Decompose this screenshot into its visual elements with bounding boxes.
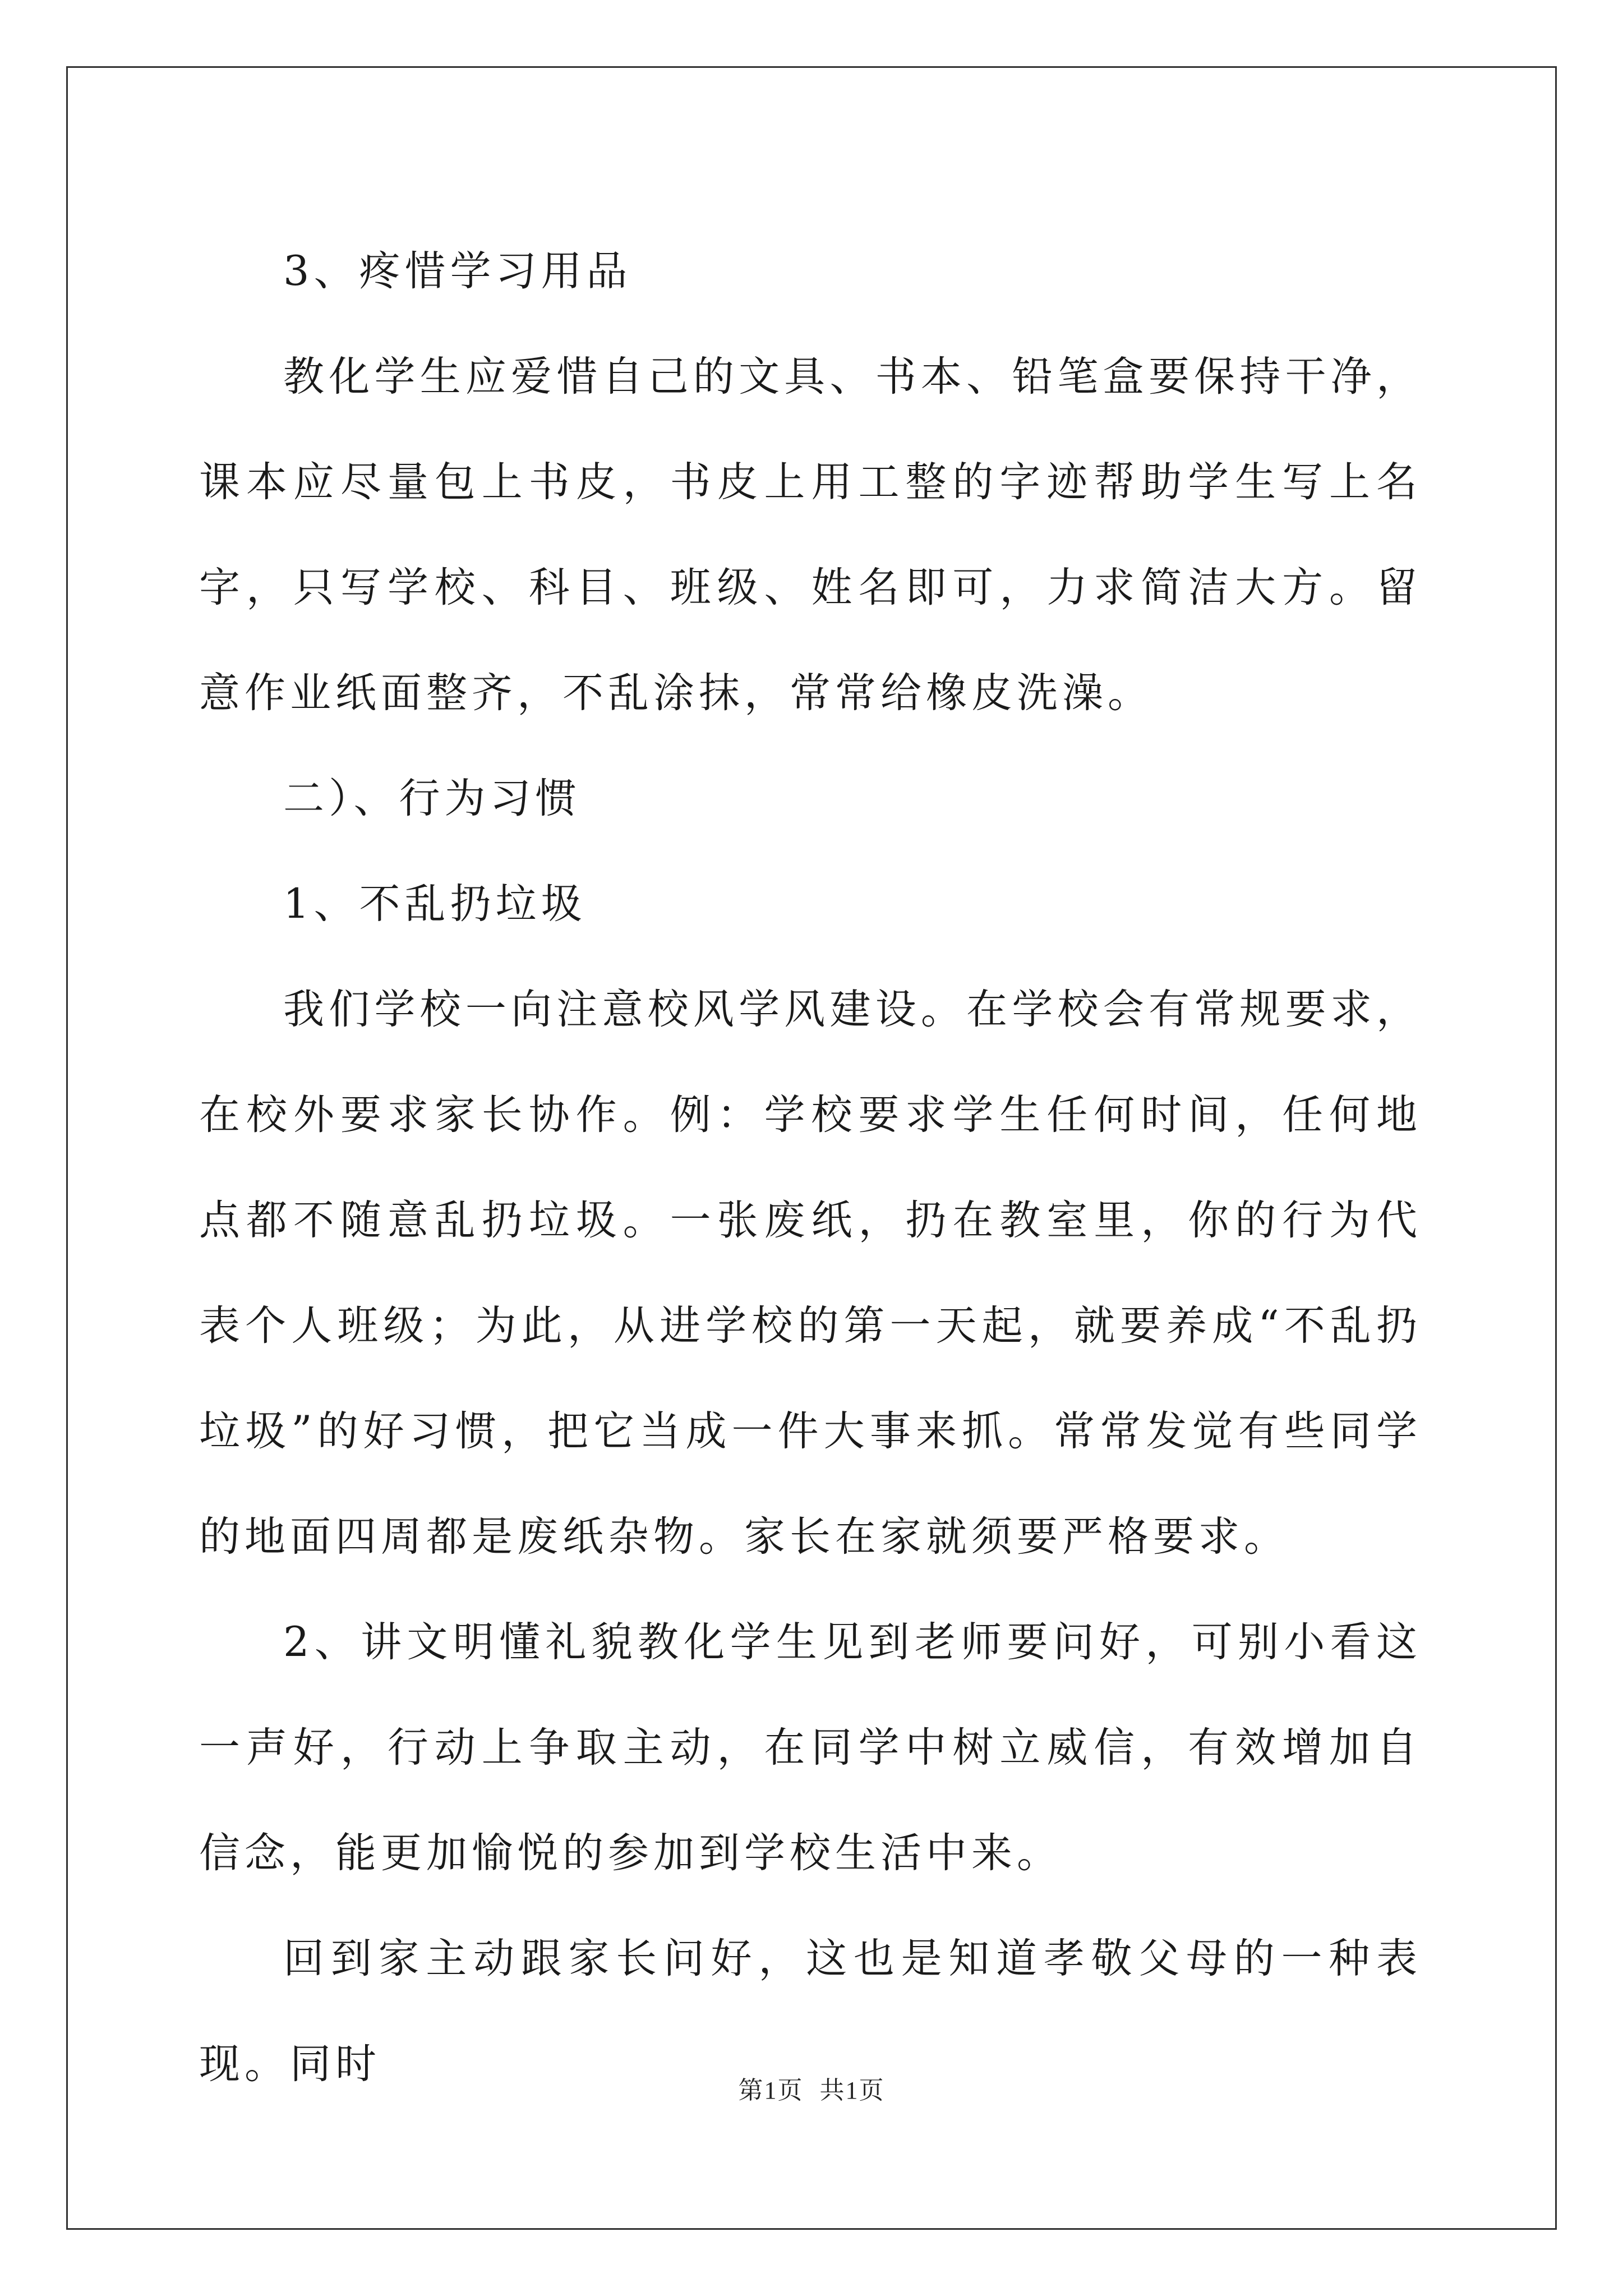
paragraph: 3、疼惜学习用品 [283, 247, 632, 295]
paragraph: 我们学校一向注意校风学风建设。在学校会有常规要求，在校外要求家长协作。例：学校要求学生任何时间，任何地点都不随意乱扔垃圾。一张废纸，扔在教室里，你的行为代表个人班级；为此，从进学校的第一天起，就要养成“不乱扔垃圾”的好习惯，把它当成一件大事来抓。常常发觉有些同学的地面四周都是废纸杂物。家长在家就须要严格要求。 [199, 986, 1422, 1561]
document-body [199, 219, 1422, 2117]
page-number: 第1页 [738, 2077, 804, 2104]
paragraph: 回到家主动跟家长问好，这也是知道孝敬父母的一种表现。同时 [199, 1935, 1422, 2088]
page-total: 共1页 [819, 2077, 885, 2104]
paragraph: 1、不乱扔垃圾 [283, 880, 587, 928]
paragraph: 2、讲文明懂礼貌教化学生见到老师要问好，可别小看这一声好，行动上争取主动，在同学中树立威信，有效增加自信念，能更加愉悦的参加到学校生活中来。 [199, 1618, 1422, 1877]
paragraph: 教化学生应爱惜自己的文具、书本、铅笔盒要保持干净，课本应尽量包上书皮，书皮上用工整的字迹帮助学生写上名字，只写学校、科目、班级、姓名即可，力求简洁大方。留意作业纸面整齐，不乱涂抹，常常给橡皮洗澡。 [199, 353, 1422, 717]
page-footer [0, 2070, 1623, 2106]
paragraph: 二）、行为习惯 [283, 775, 581, 822]
